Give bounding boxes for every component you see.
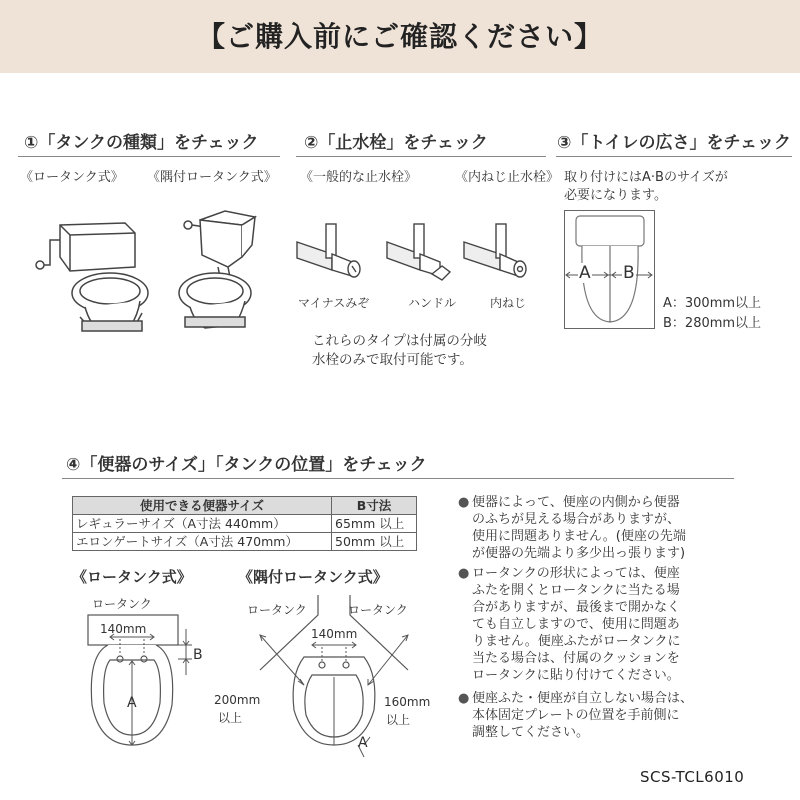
section-tank-type-title: ①「タンクの種類」をチェック (24, 133, 259, 153)
stop-valve-illustrations (292, 222, 548, 292)
divider (296, 156, 546, 157)
note-line: ロータンクの形状によっては、便座 (472, 566, 680, 581)
minus-groove-label: マイナスみぞ (298, 296, 370, 310)
corner-tank-label-right: ロータンク (348, 603, 408, 617)
low-tank-label: ロータンク (92, 597, 152, 611)
low-tank-toilet-illustration (36, 223, 148, 331)
corner-tank-200mm-label: 200mm (214, 693, 261, 707)
corner-tank-a-label: A (358, 735, 368, 751)
bullet-icon: ● (458, 566, 470, 581)
inner-thread-label: 内ねじ (490, 296, 527, 310)
note-line: ても自立しますので、使用に問題あ (472, 617, 680, 632)
table-header-bowl-size: 使用できる便器サイズ (73, 497, 332, 515)
note-line: ふたを開くとロータンクに当たる場 (472, 583, 680, 598)
corner-tank-160mm-suffix: 以上 (386, 713, 411, 727)
tank-type-low-label: 《ロータンク式》 (20, 170, 124, 185)
note-item (458, 494, 686, 562)
toilet-space-desc-line2: 必要になります。 (564, 188, 667, 203)
corner-tank-140mm-label: 140mm (311, 627, 358, 641)
stop-valve-note-line2: 水栓のみで取付可能です。 (312, 352, 473, 368)
note-line: 調整してください。 (472, 725, 590, 740)
low-tank-140mm-label: 140mm (100, 622, 147, 636)
space-size-a: A：300mm以上 (663, 296, 762, 311)
low-tank-a-label: A (127, 695, 137, 711)
table-row (73, 515, 417, 533)
table-cell: 50mm 以上 (332, 533, 417, 551)
space-label-a: A (579, 263, 591, 283)
note-line: 便座ふた・便座が自立しない場合は、 (472, 691, 694, 706)
toilet-illustrations (30, 195, 280, 345)
note-line: 使用に問題ありません。(便座の先端 (472, 529, 686, 544)
minus-groove-valve-illustration (297, 224, 360, 277)
corner-tank-label-left: ロータンク (247, 603, 307, 617)
table-cell: エロンゲートサイズ（A寸法 470mm） (73, 533, 332, 551)
stop-valve-note-line1: これらのタイプは付属の分岐 (312, 333, 487, 349)
low-tank-diagram-title: 《ロータンク式》 (72, 568, 192, 586)
handle-label: ハンドル (408, 296, 457, 310)
note-line: 合がありますが、最後まで開かなく (472, 600, 681, 615)
table-header-row (73, 497, 417, 515)
section-bowl-size-title: ④「便器のサイズ」「タンクの位置」をチェック (66, 455, 427, 475)
note-item (458, 565, 681, 684)
model-number: SCS-TCL6010 (640, 768, 745, 786)
stop-valve-standard-label: 《一般的な止水栓》 (300, 170, 418, 185)
space-label-b: B (623, 263, 635, 283)
table-cell: 65mm 以上 (332, 515, 417, 533)
inner-thread-valve-illustration (464, 224, 526, 277)
corner-tank-dimension-diagram (240, 595, 450, 760)
note-line: 当たる場合は、付属のクッションを (472, 651, 680, 666)
corner-tank-diagram-title: 《隅付ロータンク式》 (238, 568, 388, 586)
note-line: 本体固定プレートの位置を手前側に (472, 708, 680, 723)
divider (18, 156, 280, 157)
corner-tank-200mm-suffix: 以上 (218, 711, 243, 725)
toilet-space-desc-line1: 取り付けにはA·Bのサイズが (564, 170, 728, 185)
bullet-icon: ● (458, 691, 470, 706)
note-line: ロータンクに貼り付けてください。 (472, 668, 680, 683)
note-line: が便器の先端より多少出っ張ります) (472, 546, 686, 561)
page-title: 【ご購入前にご確認ください】 (196, 20, 603, 53)
table-cell: レギュラーサイズ（A寸法 440mm） (73, 515, 332, 533)
section-stop-valve-title: ②「止水栓」をチェック (304, 133, 488, 153)
note-item (458, 690, 694, 741)
corner-tank-toilet-illustration (179, 211, 255, 328)
corner-tank-160mm-label: 160mm (384, 695, 431, 709)
section-toilet-space-title: ③「トイレの広さ」をチェック (557, 133, 792, 153)
divider (62, 478, 734, 479)
table-row (73, 533, 417, 551)
note-line: のふちが見える場合がありますが、 (472, 512, 681, 527)
low-tank-dimension-diagram (80, 595, 230, 755)
note-line: 便器によって、便座の内側から便器 (472, 495, 680, 510)
divider (556, 156, 792, 157)
tank-type-corner-label: 《隅付ロータンク式》 (147, 170, 277, 185)
bowl-size-table (72, 496, 417, 551)
low-tank-b-label: B (193, 647, 203, 663)
space-size-b: B：280mm以上 (663, 316, 762, 331)
note-line: りません。便座ふたがロータンクに (472, 634, 681, 649)
bullet-icon: ● (458, 495, 470, 510)
table-header-b-dimension: B寸法 (332, 497, 417, 515)
stop-valve-inner-thread-label: 《内ねじ止水栓》 (455, 170, 560, 185)
handle-valve-illustration (387, 224, 450, 280)
